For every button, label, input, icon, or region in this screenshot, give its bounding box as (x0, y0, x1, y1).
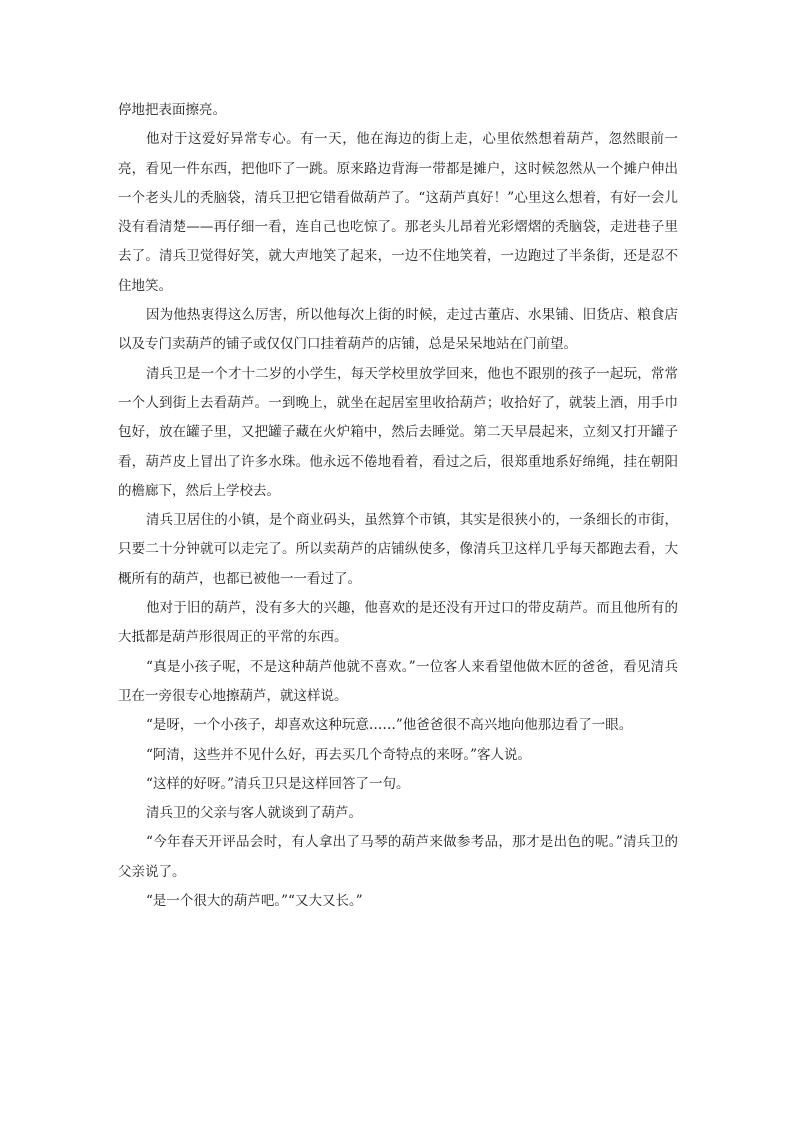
paragraph: “是呀，一个小孩子，却喜欢这种玩意……”他爸爸很不高兴地向他那边看了一眼。 (146, 717, 633, 734)
paragraph: 清兵卫是一个才十二岁的小学生，每天学校里放学回来，他也不跟别的孩子一起玩，常常一个人到街上去看葫芦。一到晚上，就坐在起居室里收拾葫芦；收拾好了，就装上酒，用手巾包好，放在罐子里，又把罐子藏在火炉箱中，然后去睡觉。第二天早晨起来，立刻又打开罐子看，葫芦皮上冒出了许多水珠。他永远不倦地看着，看过之后，很郑重地系好绵绳，挂在朝阳的檐廊下，然后上学校去。 (118, 365, 678, 499)
paragraph: “今年春天开评品会时，有人拿出了马琴的葫芦来做参考品，那才是出色的呢。”清兵卫的父亲说了。 (118, 834, 678, 880)
story-text (118, 96, 678, 916)
paragraph: 因为他热衷得这么厉害，所以他每次上街的时候，走过古董店、水果铺、旧货店、粮食店以及专门卖葫芦的铺子或仅仅门口挂着葫芦的店铺，总是呆呆地站在门前望。 (118, 307, 678, 353)
paragraph: 他对于这爱好异常专心。有一天，他在海边的街上走，心里依然想着葫芦，忽然眼前一亮，看见一件东西，把他吓了一跳。原来路边背海一带都是摊户，这时候忽然从一个摊户伸出一个老头儿的秃脑袋，清兵卫把它错看做葫芦了。“这葫芦真好！”心里这么想着，有好一会儿没有看清楚——再仔细一看，连自己也吃惊了。那老头儿昂着光彩熠熠的秃脑袋，走进巷子里去了。清兵卫觉得好笑，就大声地笑了起来，一边不住地笑着，一边跑过了半条街，还是忍不住地笑。 (118, 131, 678, 294)
paragraph: “是一个很大的葫芦吧。”“又大又长。” (146, 893, 363, 910)
paragraph: 清兵卫的父亲与客人就谈到了葫芦。 (146, 805, 362, 822)
paragraph: “这样的好呀。”清兵卫只是这样回答了一句。 (146, 775, 410, 792)
paragraph: “真是小孩子呢，不是这种葫芦他就不喜欢。”一位客人来看望他做木匠的爸爸，看见清兵卫在一旁很专心地擦葫芦，就这样说。 (118, 658, 678, 704)
paragraph: “阿清，这些并不见什么好，再去买几个奇特点的来呀。”客人说。 (146, 746, 532, 763)
paragraph: 他对于旧的葫芦，没有多大的兴趣，他喜欢的是还没有开过口的带皮葫芦。而且他所有的大抵都是葫芦形很周正的平常的东西。 (118, 600, 678, 646)
paragraph: 停地把表面擦亮。 (118, 102, 226, 118)
paragraph: 清兵卫居住的小镇，是个商业码头，虽然算个市镇，其实是很狭小的，一条细长的市街，只要二十分钟就可以走完了。所以卖葫芦的店铺纵使多，像清兵卫这样几乎每天都跑去看，大概所有的葫芦，也都已被他一一看过了。 (118, 512, 678, 587)
